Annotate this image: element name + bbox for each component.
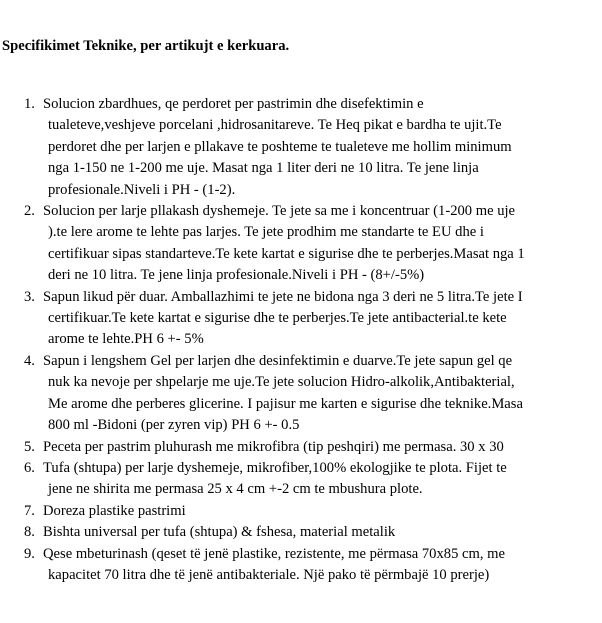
spec-item-line: certifikuar.Te kete kartat e sigurise dhe te perberjes.Te jete antibacterial.te kete	[48, 310, 507, 327]
spec-item-line: 800 ml -Bidoni (per zyren vip) PH 6 +- 0.5	[48, 417, 300, 434]
spec-item-line: jene ne shirita me permasa 25 x 4 cm +-2 cm te mbushura plote.	[48, 481, 423, 498]
spec-item-line: kapacitet 70 litra dhe të jenë antibakteriale. Një pako të përmbajë 10 prerje)	[48, 566, 490, 583]
spec-item	[0, 501, 584, 522]
spec-item-line: Solucion zbardhues, qe perdoret per pastrimin dhe disefektimin e	[43, 96, 424, 112]
spec-item-number: 9.	[24, 545, 35, 562]
spec-item-number: 5.	[24, 438, 35, 455]
spec-item-line: arome te lehte.PH 6 +- 5%	[48, 331, 204, 348]
spec-item	[0, 351, 584, 437]
spec-item-line: certifikuar sipas standarteve.Te kete kartat e sigurise dhe te perberjes.Masat nga 1	[48, 245, 525, 262]
spec-item-line: Bishta universal per tufa (shtupa) & fshesa, material metalik	[43, 524, 396, 541]
spec-item-number: 7.	[24, 502, 35, 519]
spec-item-line: Qese mbeturinash (qeset të jenë plastike, rezistente, me përmasa 70x85 cm, me	[43, 545, 505, 562]
spec-item-line: Me arome dhe perberes glicerine. I pajisur me karten e sigurise dhe teknike.Masa	[48, 395, 523, 412]
spec-item-line: ).te lere arome te lehte pas larjes. Te jete prodhim me standarte te EU dhe i	[48, 224, 484, 241]
spec-item-line: tualeteve,veshjeve porcelani ,hidrosanitareve. Te Heq pikat e bardha te ujit.Te	[48, 117, 502, 134]
spec-item-line: Tufa (shtupa) per larje dyshemeje, mikrofiber,100% ekologjike te plota. Fijet te	[43, 459, 507, 476]
spec-item-line: Sapun likud për duar. Amballazhimi te jete ne bidona nga 3 deri ne 5 litra.Te jete I	[43, 288, 523, 305]
spec-item-line: nuk ka nevoje per shpelarje me uje.Te jete solucion Hidro-alkolik,Antibakterial,	[48, 374, 515, 391]
spec-item-line: deri ne 10 litra. Te jene linja profesionale.Niveli i PH - (8+/-5%)	[48, 267, 425, 284]
spec-item-line: Sapun i lengshem Gel per larjen dhe desinfektimin e duarve.Te jete sapun gel qe	[43, 352, 513, 369]
spec-item	[0, 201, 584, 287]
spec-item-number: 4.	[24, 352, 35, 369]
spec-item	[0, 437, 584, 458]
spec-item	[0, 287, 584, 351]
spec-item-line: Solucion per larje pllakash dyshemeje. Te jete sa me i koncentruar (1-200 me uje	[43, 203, 516, 220]
spec-item-number: 1.	[24, 96, 35, 112]
spec-item-line: profesionale.Niveli i PH - (1-2).	[48, 181, 236, 198]
spec-item-number: 2.	[24, 203, 35, 220]
spec-item	[0, 458, 584, 501]
specification-list	[0, 94, 602, 586]
spec-item-line: nga 1-150 ne 1-200 me uje. Masat nga 1 liter deri ne 10 litra. Te jene linja	[48, 160, 479, 177]
spec-item	[0, 522, 584, 543]
spec-item-line: Doreza plastike pastrimi	[43, 502, 186, 519]
spec-item-number: 3.	[24, 288, 35, 305]
spec-item-number: 6.	[24, 459, 35, 476]
spec-item-number: 8.	[24, 524, 35, 541]
spec-item-line: perdoret dhe per larjen e pllakave te poshteme te tualeteve me hollim minimum	[48, 138, 512, 155]
spec-item	[0, 544, 584, 587]
document-heading: Specifikimet Teknike, per artikujt e kerkuara.	[2, 38, 290, 54]
spec-item	[0, 94, 584, 201]
spec-item-line: Peceta per pastrim pluhurash me mikrofibra (tip peshqiri) me permasa. 30 x 30	[43, 438, 504, 455]
